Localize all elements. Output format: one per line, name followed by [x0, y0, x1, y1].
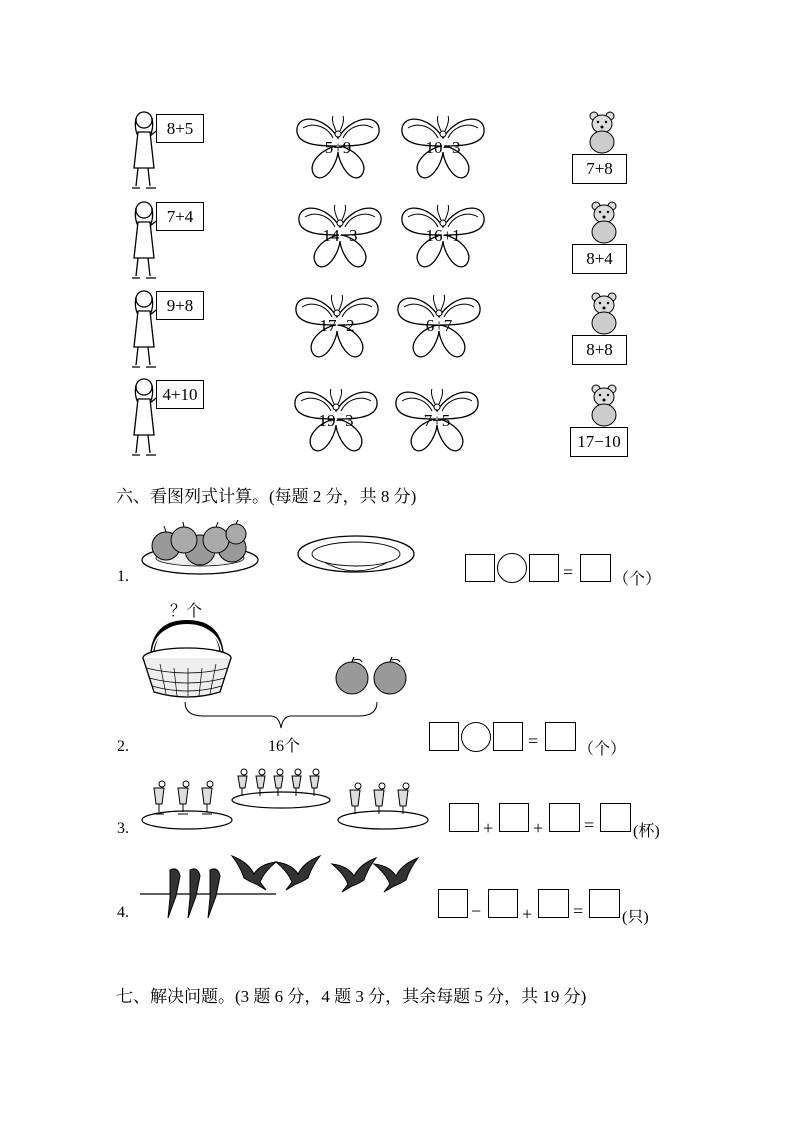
section7-title: 七、解决问题。(3 题 6 分，4 题 3 分，其余每题 5 分，共 19 分): [116, 987, 587, 1006]
flying-swallow-icon: [372, 854, 420, 894]
answer-box[interactable]: [600, 803, 631, 832]
total-label: 16个: [268, 738, 301, 755]
girl-expression: 4+10: [156, 380, 204, 409]
tray-five-cups-icon: [230, 768, 332, 810]
basket-question-label: ？个: [170, 603, 203, 620]
answer-box[interactable]: [429, 722, 459, 751]
q4-number: 4.: [117, 904, 129, 921]
butterfly-expression: 7+5: [423, 411, 451, 430]
girl-expression: 9+8: [156, 291, 204, 320]
unit-label: （个）: [613, 571, 662, 588]
flying-swallow-icon: [274, 852, 322, 892]
bear-expression: 17−10: [570, 427, 628, 457]
answer-box[interactable]: [465, 554, 495, 582]
butterfly-expression: 16+1: [425, 226, 461, 245]
operator-circle[interactable]: [461, 722, 491, 752]
two-apples-icon: [334, 656, 410, 696]
answer-box[interactable]: [589, 889, 620, 918]
equals-sign: =: [573, 901, 584, 921]
plus-sign: +: [533, 818, 544, 838]
equals-sign: =: [528, 731, 539, 751]
equals-sign: =: [584, 815, 595, 835]
minus-sign: −: [471, 901, 482, 921]
answer-box[interactable]: [545, 722, 576, 751]
unit-label: (只): [622, 909, 649, 926]
bear-icon: [586, 200, 622, 244]
section6-title: 六、看图列式计算。(每题 2 分，共 8 分): [116, 487, 417, 506]
flying-swallow-icon: [330, 854, 378, 894]
operator-circle[interactable]: [497, 553, 527, 583]
girl-expression: 8+5: [156, 114, 204, 143]
bear-icon: [586, 383, 622, 427]
unit-label: (杯): [633, 823, 660, 840]
butterfly-expression: 14−3: [322, 226, 358, 245]
q1-number: 1.: [117, 568, 129, 585]
plus-sign: +: [522, 904, 533, 924]
basket-icon: [140, 620, 234, 700]
answer-box[interactable]: [549, 803, 580, 832]
q2-number: 2.: [117, 738, 129, 755]
unit-label: （个）: [578, 741, 627, 758]
butterfly-expression: 5+9: [324, 138, 352, 157]
answer-box[interactable]: [580, 554, 611, 582]
q3-number: 3.: [117, 820, 129, 837]
plate-with-apples-icon: [140, 520, 262, 580]
butterfly-expression: 6+7: [425, 316, 453, 335]
butterfly-expression: 10−3: [425, 138, 461, 157]
girl-expression: 7+4: [156, 202, 204, 231]
bear-icon: [586, 291, 622, 335]
plus-sign: +: [483, 818, 494, 838]
equals-sign: =: [563, 562, 574, 582]
total-brace: [183, 700, 379, 730]
tray-three-cups-icon: [336, 780, 430, 832]
butterfly-expression: 19−3: [318, 411, 354, 430]
tray-three-cups-icon: [140, 778, 234, 832]
answer-box[interactable]: [493, 722, 523, 751]
butterfly-expression: 17−2: [319, 316, 355, 335]
empty-plate-icon: [296, 532, 416, 582]
answer-box[interactable]: [499, 803, 529, 832]
flying-swallow-icon: [230, 852, 278, 892]
bear-expression: 8+8: [572, 335, 627, 365]
bear-icon: [584, 110, 620, 154]
answer-box[interactable]: [529, 554, 559, 582]
answer-box[interactable]: [449, 803, 479, 832]
bear-expression: 7+8: [572, 154, 627, 184]
answer-box[interactable]: [538, 889, 569, 918]
bear-expression: 8+4: [572, 244, 627, 274]
answer-box[interactable]: [488, 889, 518, 918]
answer-box[interactable]: [438, 889, 468, 918]
